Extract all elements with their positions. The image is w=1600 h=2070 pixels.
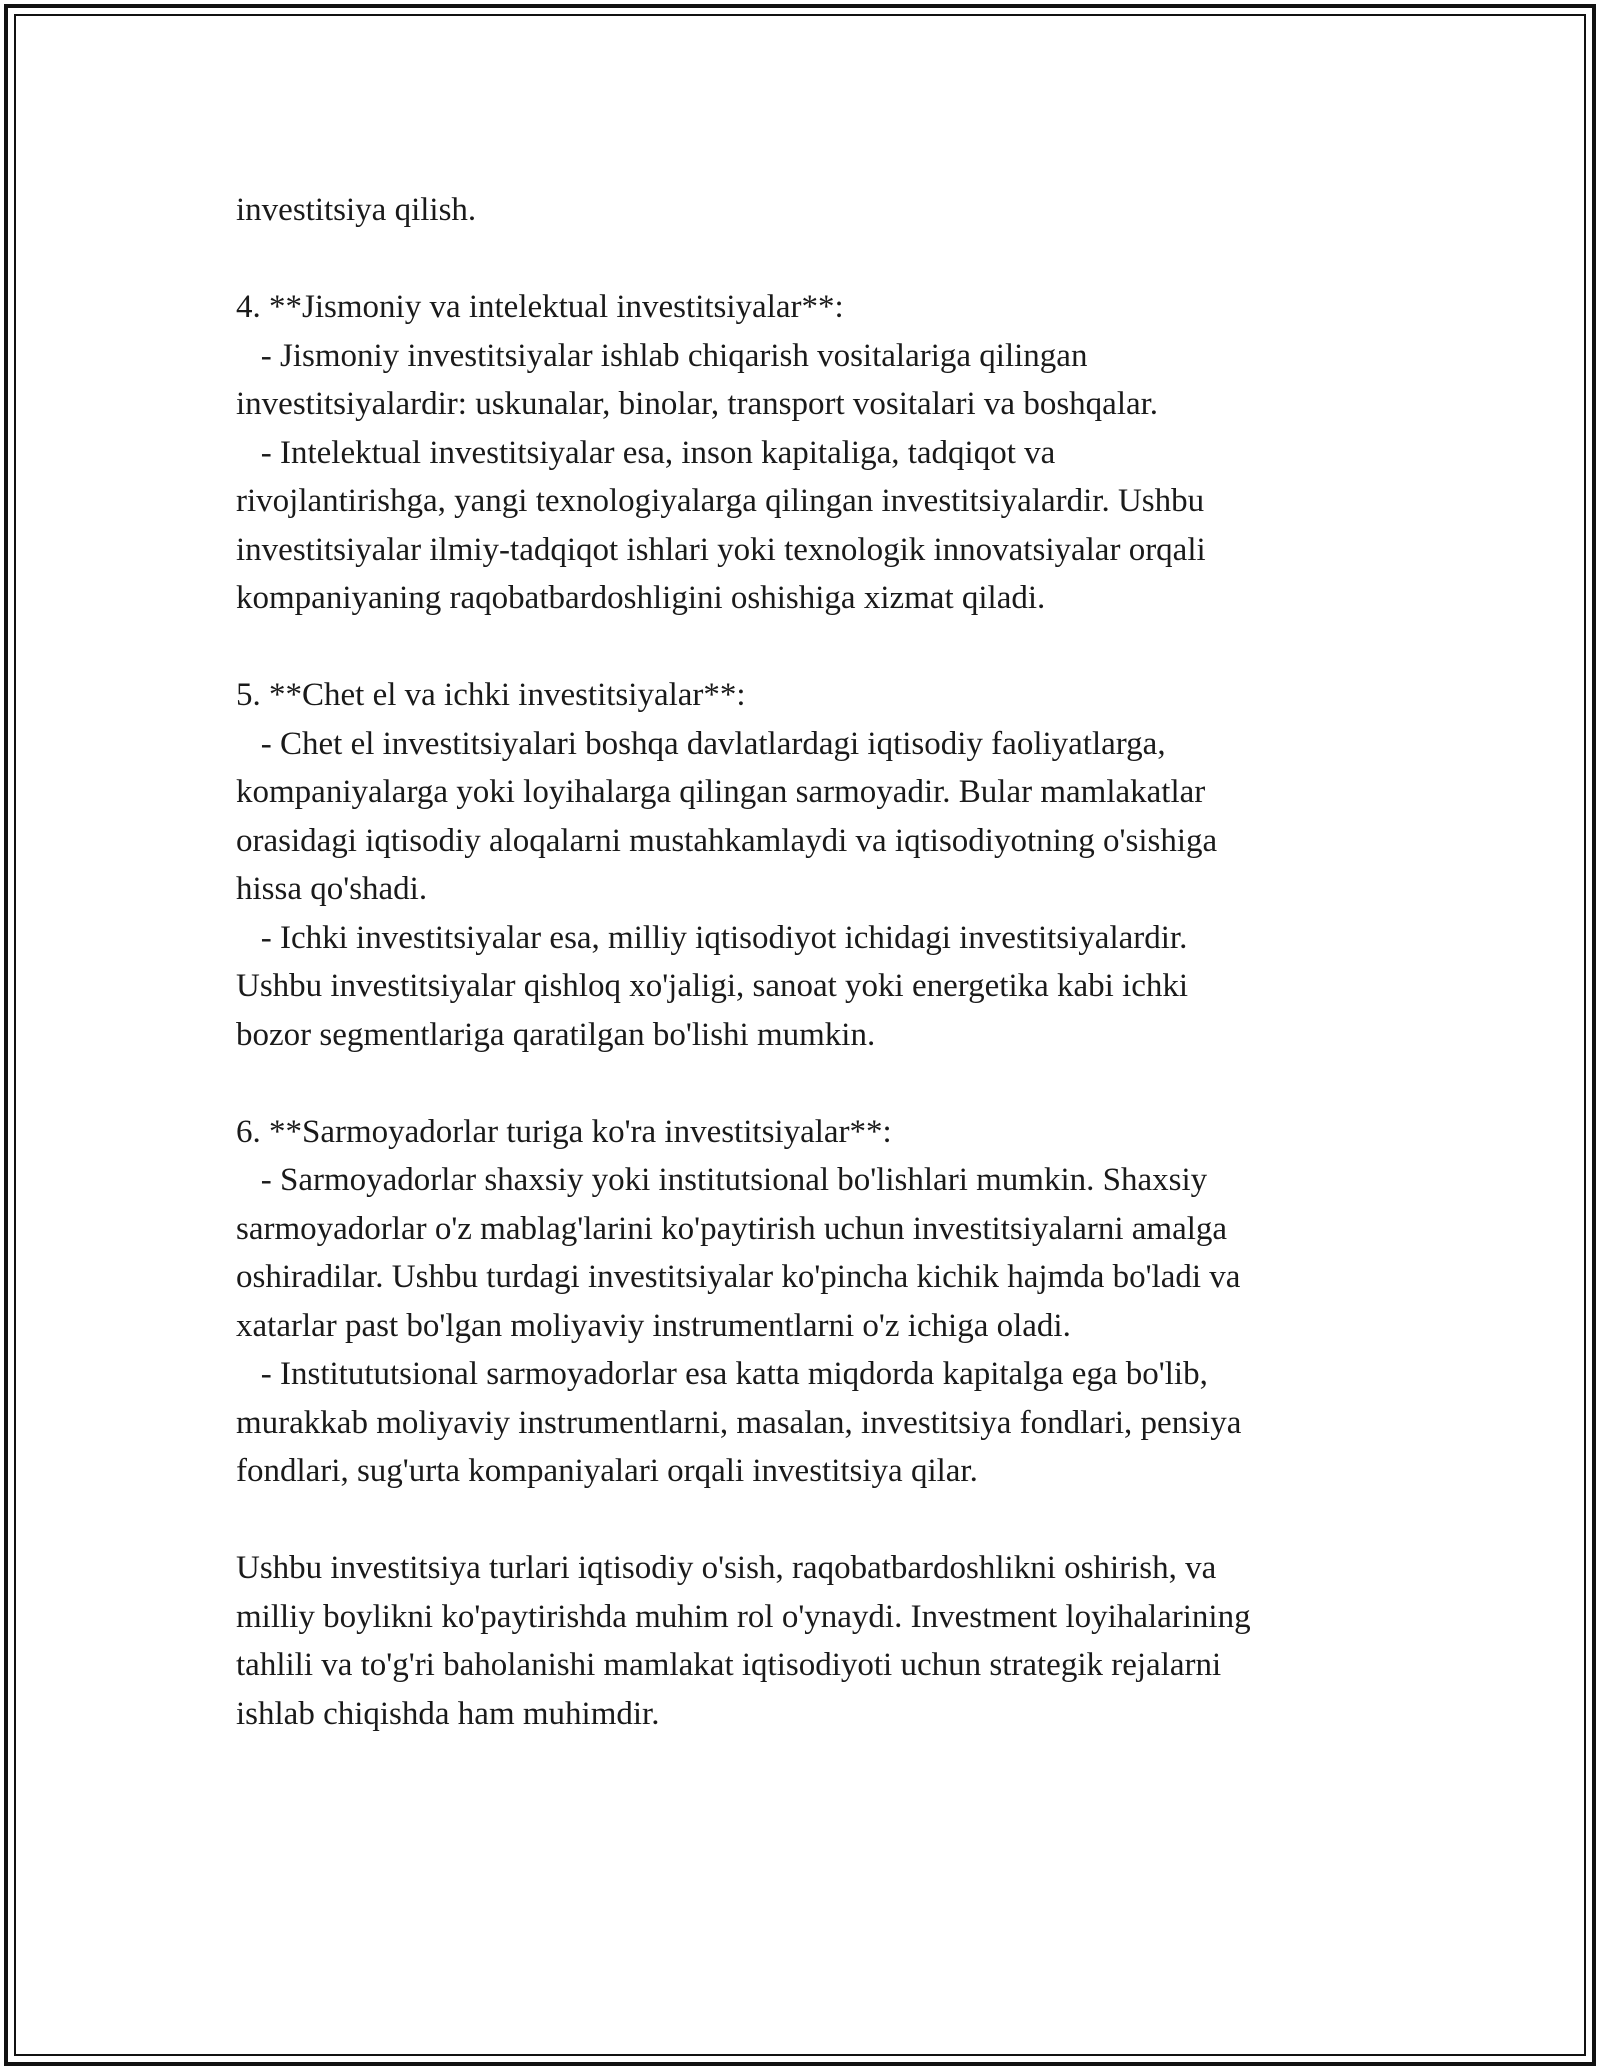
text-line: milliy boylikni ko'paytirishda muhim rol o'ynaydi. Investment loyihalarining <box>236 1598 1251 1635</box>
text-line: investitsiyalar ilmiy-tadqiqot ishlari yoki texnologik innovatsiyalar orqali <box>236 531 1206 568</box>
paragraph <box>236 1544 1416 1738</box>
document-body <box>236 186 1416 1738</box>
paragraph <box>236 186 1416 235</box>
text-line: 5. **Chet el va ichki investitsiyalar**: <box>236 677 746 713</box>
text-line: orasidagi iqtisodiy aloqalarni mustahkamlaydi va iqtisodiyotning o'sishiga <box>236 822 1218 859</box>
text-line: kompaniyaning raqobatbardoshligini oshishiga xizmat qiladi. <box>236 580 1046 616</box>
text-line: fondlari, sug'urta kompaniyalari orqali investitsiya qilar. <box>236 1453 978 1489</box>
paragraph <box>236 1108 1416 1496</box>
text-line: ishlab chiqishda ham muhimdir. <box>236 1695 660 1732</box>
text-line: sarmoyadorlar o'z mablag'larini ko'paytirish uchun investitsiyalarni amalga <box>236 1210 1228 1247</box>
paragraph-gap <box>236 1496 1416 1545</box>
text-line: bozor segmentlariga qaratilgan bo'lishi mumkin. <box>236 1016 876 1053</box>
paragraph <box>236 671 1416 1059</box>
text-line: kompaniyalarga yoki loyihalarga qilingan sarmoyadir. Bular mamlakatlar <box>236 774 1206 810</box>
paragraph-gap <box>236 623 1416 672</box>
text-line: investitsiyalardir: uskunalar, binolar, transport vositalari va boshqalar. <box>236 386 1159 422</box>
text-line: 6. **Sarmoyadorlar turiga ko'ra investitsiyalar**: <box>236 1113 892 1150</box>
text-line: hissa qo'shadi. <box>236 871 428 907</box>
text-line: - Jismoniy investitsiyalar ishlab chiqarish vositalariga qilingan <box>236 337 1088 374</box>
text-line: - Ichki investitsiyalar esa, milliy iqtisodiyot ichidagi investitsiyalardir. <box>236 919 1188 956</box>
text-line: xatarlar past bo'lgan moliyaviy instrumentlarni o'z ichiga oladi. <box>236 1307 1071 1344</box>
text-line: Ushbu investitsiya turlari iqtisodiy o'sish, raqobatbardoshlikni oshirish, va <box>236 1550 1217 1586</box>
text-line: - Chet el investitsiyalari boshqa davlatlardagi iqtisodiy faoliyatlarga, <box>236 725 1166 762</box>
text-line: rivojlantirishga, yangi texnologiyalarga qilingan investitsiyalardir. Ushbu <box>236 483 1205 519</box>
text-line: murakkab moliyaviy instrumentlarni, masalan, investitsiya fondlari, pensiya <box>236 1404 1242 1441</box>
text-line: investitsiya qilish. <box>236 192 477 228</box>
text-line: 4. **Jismoniy va intelektual investitsiyalar**: <box>236 289 844 325</box>
paragraph-gap <box>236 235 1416 284</box>
text-line: oshiradilar. Ushbu turdagi investitsiyalar ko'pincha kichik hajmda bo'ladi va <box>236 1259 1241 1295</box>
text-line: - Intelektual investitsiyalar esa, inson kapitaliga, tadqiqot va <box>236 434 1056 471</box>
text-line: tahlili va to'g'ri baholanishi mamlakat iqtisodiyoti uchun strategik rejalarni <box>236 1647 1222 1683</box>
text-line: Ushbu investitsiyalar qishloq xo'jaligi, sanoat yoki energetika kabi ichki <box>236 968 1189 1004</box>
text-line: - Sarmoyadorlar shaxsiy yoki institutsional bo'lishlari mumkin. Shaxsiy <box>236 1162 1208 1198</box>
paragraph-gap <box>236 1059 1416 1108</box>
paragraph <box>236 283 1416 623</box>
text-line: - Institututsional sarmoyadorlar esa katta miqdorda kapitalga ega bo'lib, <box>236 1356 1208 1392</box>
